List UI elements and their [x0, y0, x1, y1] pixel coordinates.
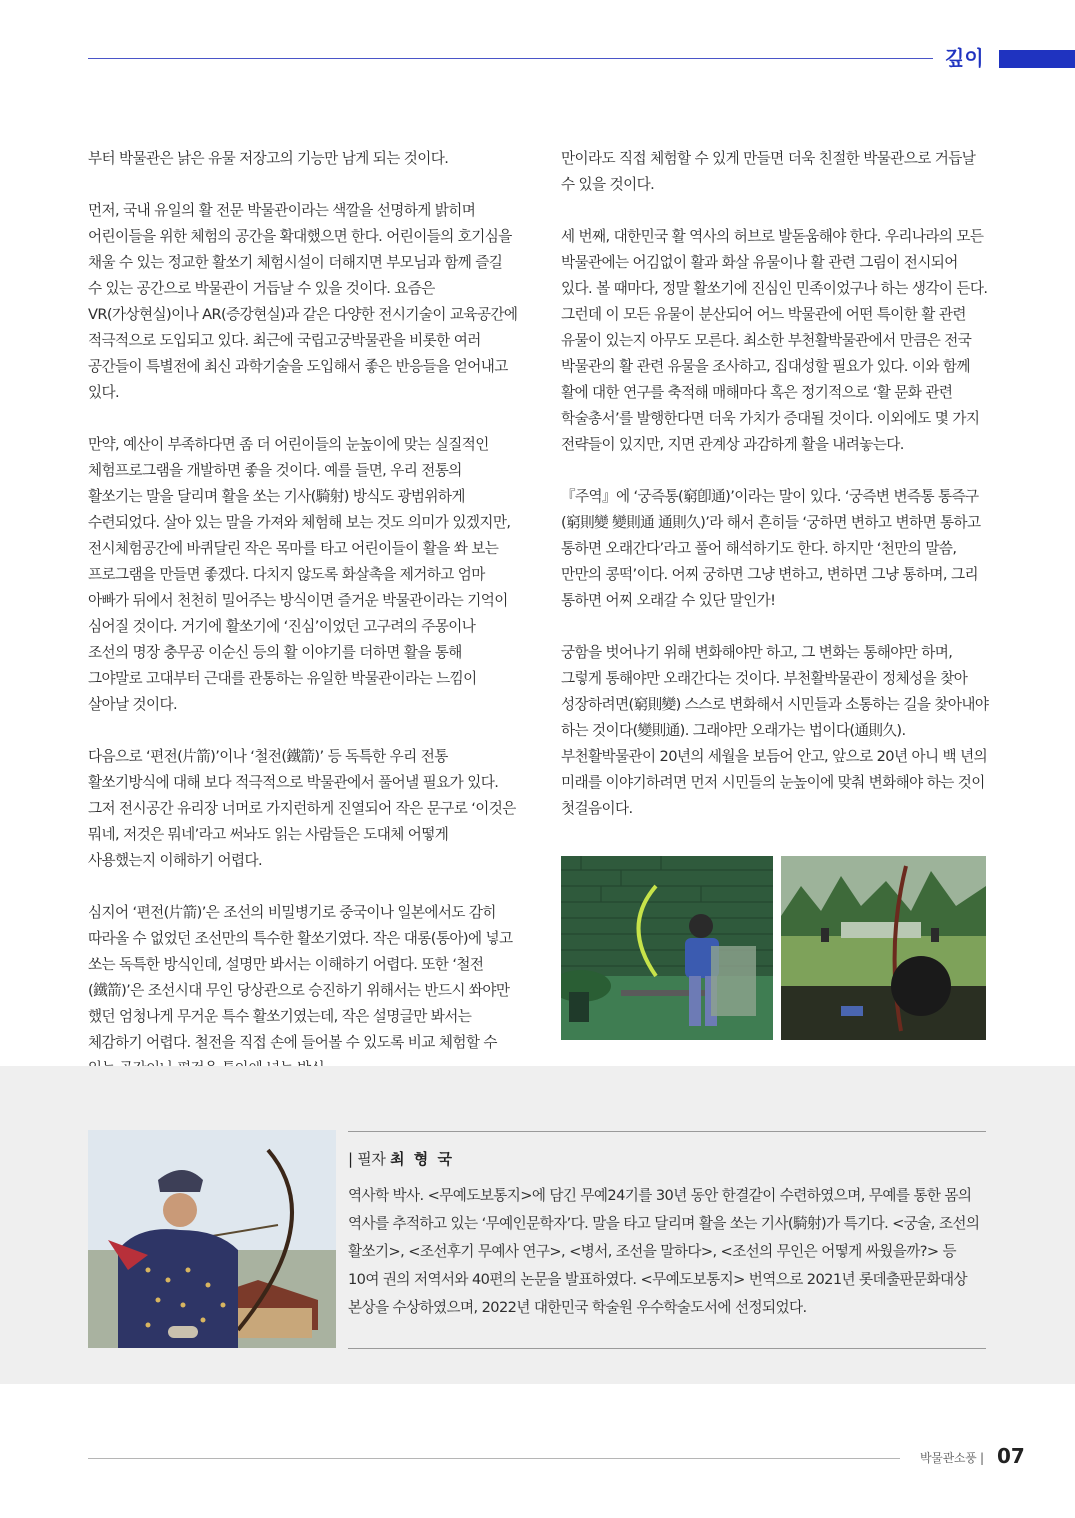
header-rule	[88, 58, 933, 59]
paragraph: 심지어 ‘편전(片箭)’은 조선의 비밀병기로 중국이나 일본에서도 감히 따라올 수 없었던 조선만의 특수한 활쏘기였다. 작은 대롱(통아)에 넣고 쏘는 독특한 방식인데, 설명만 봐서는 이해하기 어렵다. 또한 ‘철전(鐵箭)’은 조선시대 무인 당상관으로 승진하기 위해서는 반드시 쏴야만 했던 엄청나게 무거운 특수 활쏘기였는데, 작은 설명글만 봐서는 체감하기 어렵다. 철전을 직접 손에 들어볼 수 있도록 비교 체험할 수	[88, 904, 513, 1051]
magazine-name: 박물관소풍 |	[920, 1451, 984, 1465]
paragraph: 만이라도 직접 체험할 수 있게 만들면 더욱 친절한 박물관으로 거듭날 수 있을 것이다.	[561, 150, 976, 193]
author-photo-archer	[88, 1130, 336, 1348]
author-heading	[348, 1147, 454, 1171]
paragraph: 궁함을 벗어나기 위해 변화해야만 하고, 그 변화는 통해야만 하며, 그렇게 통해야만 오래간다는 것이다. 부천활박물관이 정체성을 찾아 성장하려면(窮則變) 스스로 변화해서 시민들과 소통하는 길을 찾아내야 하는 것이다(變則通). 그래야만 오래가는 법이다(通則久). 부천활박물관이 20년의 세월을 보듬어 안고, 앞으로 20년 아니 백 년의 미래를 이야기하려면 먼저 시민들의 눈높이에 맞춰 변화해야 하는 것이 첫걸음이다.	[561, 644, 989, 817]
paragraph: 만약, 예산이 부족하다면 좀 더 어린이들의 눈높이에 맞는 실질적인 체험프로그램을 개발하면 좋을 것이다. 예를 들면, 우리 전통의 활쏘기는 말을 달리며 활을 쏘는 기사(騎射) 방식도 광범위하게 수련되었다. 살아 있는 말을 가져와 체험해 보는 것도 의미가 있겠지만, 전시체험공간에 바퀴달린 작은 목마를 타고 어린이들이 활을 쏴 보는 프로그램을 만들면 좋겠다. 다치지 않도록 화살촉을 제거하고 엄마 아빠가 뒤에서 천천히 밀어주는 방식이면 즐거운 박물관이라는 기억이 심어질 것이다. 거기에 활쏘기에 ‘진심’이었던 고구려의 주몽이나 조선의 명장 충무공 이순신 등의 활 이야기를 더하면 활을 통해 그야말로 고대부터 근대를 관통하는 유일한 박물관이라는 느낌이 살아날 것이다.	[88, 436, 511, 713]
paragraph: 부터 박물관은 낡은 유물 저장고의 기능만 남게 되는 것이다.	[88, 150, 449, 167]
archery-photo-child	[561, 856, 773, 1040]
paragraph: 『주역』에 ‘궁즉통(窮卽通)’이라는 말이 있다. ‘궁즉변 변즉통 통즉구(窮則變 變則通 通則久)’라 해서 흔히들 ‘궁하면 변하고 변하면 통하고 통하면 오래간다’라고 풀어 해석하기도 한다. 하지만 ‘천만의 말씀, 만만의 콩떡’이다. 어찌 궁하면 그냥 변하고, 변하면 그냥 통하며, 그리 통하면 어찌 오래갈 수 있단 말인가!	[561, 488, 981, 609]
article-right-column	[561, 146, 989, 848]
archery-photo-vr-screen	[781, 856, 986, 1040]
section-title: 깊이	[945, 46, 984, 70]
footer-rule	[88, 1458, 900, 1459]
paragraph: 세 번째, 대한민국 활 역사의 허브로 발돋움해야 한다. 우리나라의 모든 박물관에는 어김없이 활과 화살 유물이나 활 관련 그림이 전시되어 있다. 볼 때마다, 정말 활쏘기에 진심인 민족이었구나 하는 생각이 든다. 그런데 이 모든 유물이 분산되어 어느 박물관에 어떤 특이한 활 관련 유물이 있는지 아무도 모른다. 최소한 부천활박물관에서 만큼은 전국 박물관의 활 관련 유물을 조사하고, 집대성할 필요가 있다. 이와 함께 활에 대한 연구를 축적해 매해마다 혹은 정기적으로 ‘활 문화 관련 학술총서’를 발행한다면 더욱 가치가 증대될 것이다. 이외에도 몇 가지 전략들이 있지만, 지면 관계상 과감하게 활을 내려놓는다.	[561, 228, 988, 453]
author-rule-bottom	[348, 1348, 986, 1349]
section-accent-bar	[999, 50, 1075, 68]
author-name: 최 형 국	[390, 1150, 454, 1168]
author-label: | 필자	[348, 1150, 386, 1168]
author-bio: 역사학 박사. <무예도보통지>에 담긴 무예24기를 30년 동안 한결같이 수련하였으며, 무예를 통한 몸의 역사를 추적하고 있는 ‘무예인문학자’다. 말을 타고 달리며 활을 쏘는 기사(騎射)가 특기다. <궁술, 조선의 활쏘기>, <조선후기 무예사 연구>, <병서, 조선을 말하다>, <조선의 무인은 어떻게 싸웠을까?> 등 10여 권의 저역서와 40편의 논문을 발표하였다. <무예도보통지> 번역으로 2021년 롯데출판문화대상 본상을 수상하였으며, 2022년 대한민국 학술원 우수학술도서에 선정되었다.	[348, 1187, 980, 1316]
paragraph: 먼저, 국내 유일의 활 전문 박물관이라는 색깔을 선명하게 밝히며 어린이들을 위한 체험의 공간을 확대했으면 한다. 어린이들의 호기심을 채울 수 있는 정교한 활쏘기 체험시설이 더해지면 부모님과 함께 즐길 수 있는 공간으로 박물관이 거듭날 수 있을 것이다. 요즘은 VR(가상현실)이나 AR(증강현실)과 같은 다양한 전시기술이 교육공간에 적극적으로 도입되고 있다. 최근에 국립고궁박물관을 비롯한 여러 공간들이 특별전에 최신 과학기술을 도입해서 좋은 반응들을 얻어내고 있다.	[88, 202, 518, 401]
author-rule-top	[348, 1131, 986, 1132]
page-number: 07	[997, 1444, 1025, 1468]
article-left-column	[88, 146, 518, 1108]
paragraph: 다음으로 ‘편전(片箭)’이나 ‘철전(鐵箭)’ 등 독특한 우리 전통 활쏘기방식에 대해 보다 적극적으로 박물관에서 풀어낼 필요가 있다. 그저 전시공간 유리장 너머로 가지런하게 진열되어 작은 문구로 ‘이것은 뭐네, 저것은 뭐네’라고 써놔도 읽는 사람들은 도대체 어떻게 사용했는지 이해하기 어렵다.	[88, 748, 516, 869]
